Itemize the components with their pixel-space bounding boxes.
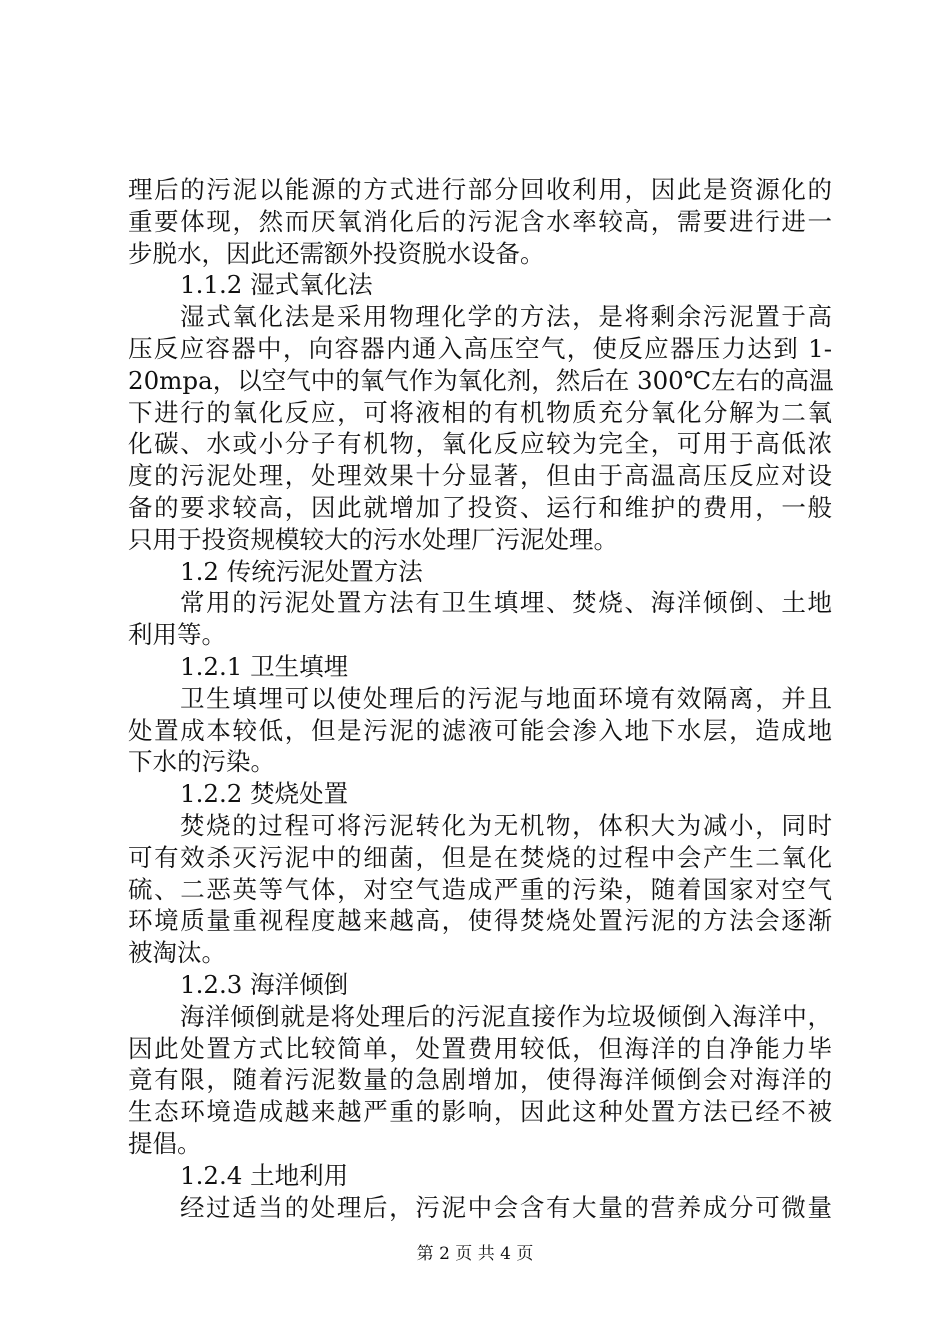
text-line: 可有效杀灭污泥中的细菌，但是在焚烧的过程中会产生二氧化: [128, 842, 832, 872]
section-heading: 1.2.4 土地利用: [180, 1160, 349, 1190]
text-line: 只用于投资规模较大的污水处理厂污泥处理。: [128, 524, 618, 554]
text-line: 竟有限，随着污泥数量的急剧增加，使得海洋倾倒会对海洋的: [128, 1065, 832, 1095]
text-line: 因此处置方式比较简单，处置费用较低，但海洋的自净能力毕: [128, 1033, 832, 1063]
text-line: 利用等。: [128, 620, 226, 650]
text-line: 重要体现，然而厌氧消化后的污泥含水率较高，需要进行进一: [128, 206, 832, 236]
section-heading: 1.1.2 湿式氧化法: [180, 270, 373, 300]
text-line: 卫生填埋可以使处理后的污泥与地面环境有效隔离，并且: [180, 683, 832, 713]
text-line: 环境质量重视程度越来越高，使得焚烧处置污泥的方法会逐渐: [128, 906, 832, 936]
text-line: 理后的污泥以能源的方式进行部分回收利用，因此是资源化的: [128, 175, 832, 204]
text-line: 下水的污染。: [128, 747, 275, 777]
text-line: 处置成本较低，但是污泥的滤液可能会渗入地下水层，造成地: [128, 715, 832, 745]
text-line: 焚烧的过程可将污泥转化为无机物，体积大为减小，同时: [180, 810, 832, 840]
text-line: 步脱水，因此还需额外投资脱水设备。: [128, 238, 545, 268]
text-line: 备的要求较高，因此就增加了投资、运行和维护的费用，一般: [128, 492, 832, 522]
text-line: 20mpa，以空气中的氧气作为氧化剂，然后在 300℃左右的高温: [128, 365, 834, 395]
text-line: 生态环境造成越来越严重的影响，因此这种处置方法已经不被: [128, 1097, 832, 1127]
text-line: 下进行的氧化反应，可将液相的有机物质充分氧化分解为二氧: [128, 397, 832, 427]
section-heading: 1.2 传统污泥处置方法: [180, 556, 423, 586]
text-line: 硫、二恶英等气体，对空气造成严重的污染，随着国家对空气: [128, 874, 832, 904]
section-heading: 1.2.3 海洋倾倒: [180, 969, 349, 999]
page-footer: 第 2 页 共 4 页: [416, 1244, 534, 1264]
body-text: [128, 174, 832, 1223]
text-line: 压反应容器中，向容器内通入高压空气，使反应器压力达到 1-: [128, 333, 832, 363]
text-line: 常用的污泥处置方法有卫生填埋、焚烧、海洋倾倒、土地: [180, 588, 832, 618]
text-line: 提倡。: [128, 1128, 202, 1158]
text-line: 海洋倾倒就是将处理后的污泥直接作为垃圾倾倒入海洋中，: [180, 1001, 832, 1031]
text-line: 经过适当的处理后，污泥中会含有大量的营养成分可微量: [180, 1192, 832, 1222]
text-line: 湿式氧化法是采用物理化学的方法，是将剩余污泥置于高: [180, 302, 832, 332]
section-heading: 1.2.1 卫生填埋: [180, 651, 349, 681]
text-line: 被淘汰。: [128, 938, 226, 968]
text-line: 化碳、水或小分子有机物，氧化反应较为完全，可用于高低浓: [128, 429, 832, 459]
section-heading: 1.2.2 焚烧处置: [180, 779, 349, 809]
text-line: 度的污泥处理，处理效果十分显著，但由于高温高压反应对设: [128, 461, 832, 491]
